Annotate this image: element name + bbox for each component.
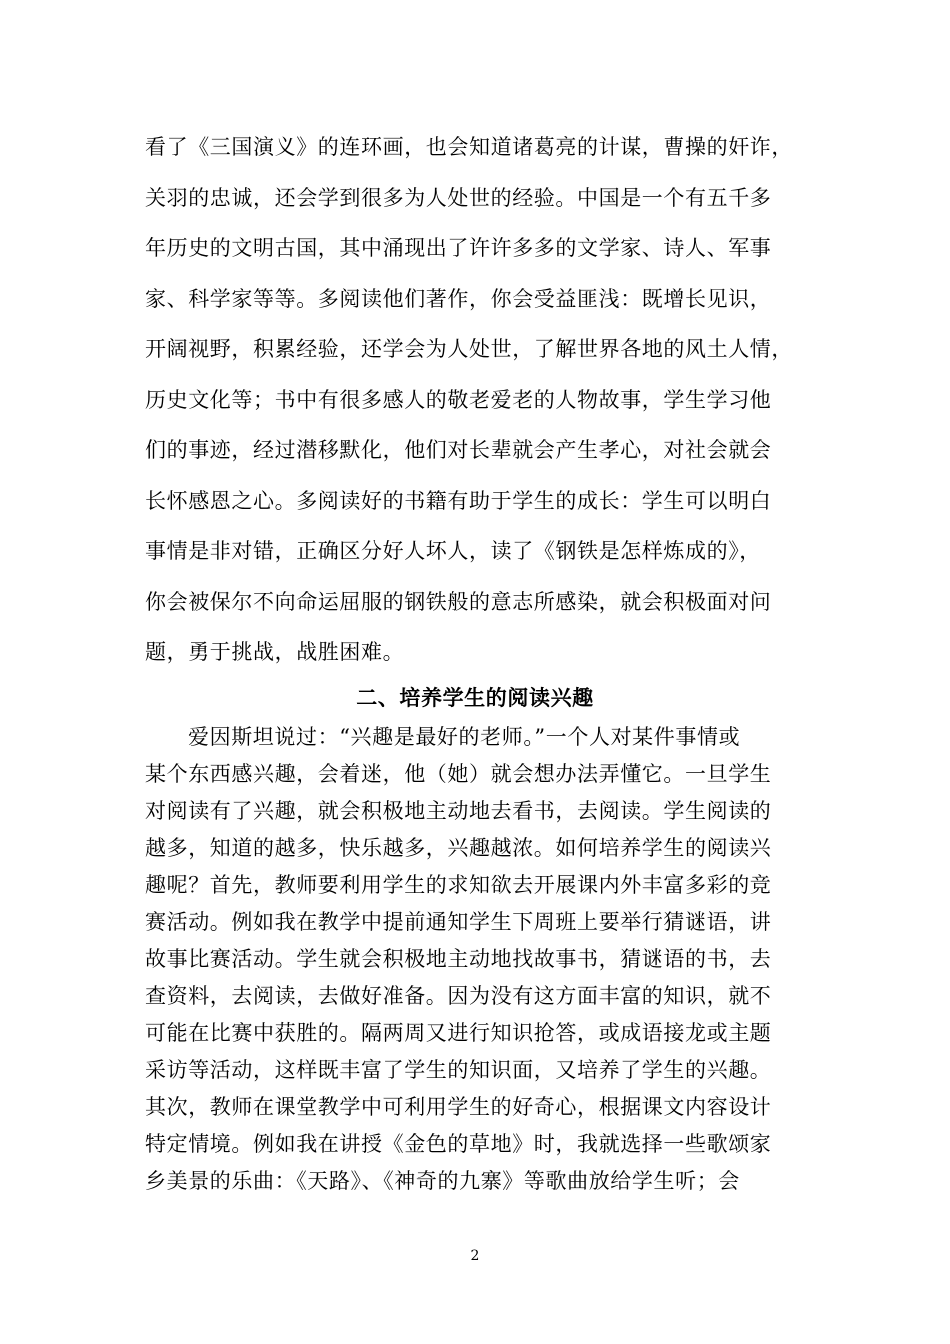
paragraph-line: 看了《三国演义》的连环画，也会知道诸葛亮的计谋，曹操的奸诈， [145,135,793,159]
paragraph-line: 事情是非对错，正确区分好人坏人，读了《钢铁是怎样炼成的》， [145,539,761,563]
paragraph-line: 趣呢？首先，教师要利用学生的求知欲去开展课内外丰富多彩的竞 [145,873,772,897]
page-number: 2 [470,1248,480,1264]
paragraph-line: 特定情境。例如我在讲授《金色的草地》时，我就选择一些歌颂家 [145,1132,772,1156]
paragraph-line: 采访等活动，这样既丰富了学生的知识面，又培养了学生的兴趣。 [145,1058,772,1082]
paragraph-line: 可能在比赛中获胜的。隔两周又进行知识抢答，或成语接龙或主题 [145,1021,772,1045]
section-heading: 二、培养学生的阅读兴趣 [356,685,594,710]
paragraph-line: 题，勇于挑战，战胜困难。 [145,640,405,664]
paragraph-line: 故事比赛活动。学生就会积极地主动地找故事书，猜谜语的书，去 [145,947,772,971]
paragraph-line: 乡美景的乐曲：《天路》、《神奇的九寨》等歌曲放给学生听；会 [145,1169,740,1193]
paragraph-line: 开阔视野，积累经验，还学会为人处世，了解世界各地的风土人情， [145,337,793,361]
paragraph-line: 赛活动。例如我在教学中提前通知学生下周班上要举行猜谜语，讲 [145,910,772,934]
paragraph-line: 你会被保尔不向命运屈服的钢铁般的意志所感染，就会积极面对问 [145,590,772,614]
paragraph-line: 对阅读有了兴趣，就会积极地主动地去看书，去阅读。学生阅读的 [145,799,772,823]
paragraph-line: 爱因斯坦说过：“兴趣是最好的老师。”一个人对某件事情或 [188,725,741,749]
paragraph-line: 们的事迹，经过潜移默化，他们对长辈就会产生孝心，对社会就会 [145,438,772,462]
paragraph-line: 某个东西感兴趣，会着迷，他（她）就会想办法弄懂它。一旦学生 [145,762,772,786]
paragraph-line: 越多，知道的越多，快乐越多，兴趣越浓。如何培养学生的阅读兴 [145,836,772,860]
paragraph-line: 查资料，去阅读，去做好准备。因为没有这方面丰富的知识，就不 [145,984,772,1008]
paragraph-line: 年历史的文明古国，其中涌现出了许许多多的文学家、诗人、军事 [145,236,772,260]
paragraph-line: 家、科学家等等。多阅读他们著作，你会受益匪浅：既增长见识， [145,287,772,311]
paragraph-line: 历史文化等；书中有很多感人的敬老爱老的人物故事，学生学习他 [145,388,772,412]
paragraph-line: 关羽的忠诚，还会学到很多为人处世的经验。中国是一个有五千多 [145,186,772,210]
paragraph-line: 长怀感恩之心。多阅读好的书籍有助于学生的成长：学生可以明白 [145,489,772,513]
paragraph-line: 其次，教师在课堂教学中可利用学生的好奇心，根据课文内容设计 [145,1095,772,1119]
